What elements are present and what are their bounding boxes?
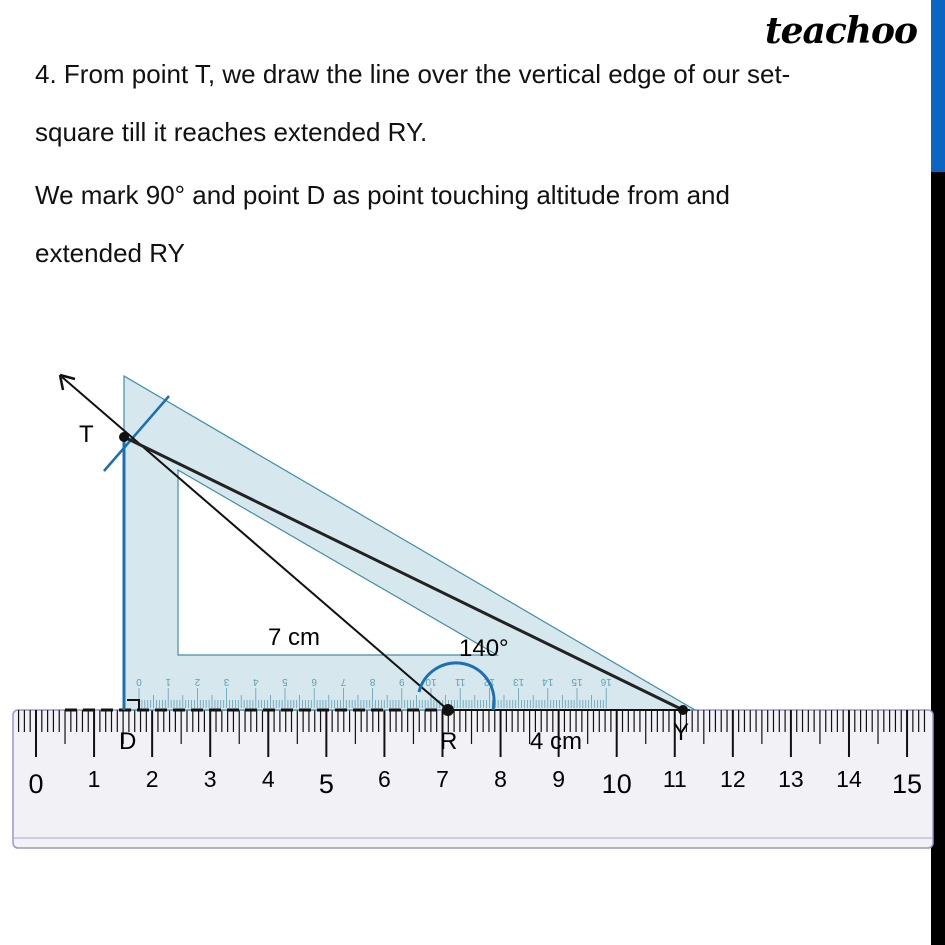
setsquare-number: 11: [455, 676, 466, 687]
step-text-line-2: square till it reaches extended RY.: [35, 117, 428, 147]
label-t: T: [79, 421, 94, 448]
setsquare-number: 9: [399, 676, 405, 687]
setsquare-number: 10: [425, 676, 437, 687]
ruler-number: 13: [778, 766, 804, 792]
step-text-line-1: 4. From point T, we draw the line over the vertical edge of our set-: [35, 59, 791, 89]
ruler-number: 3: [203, 766, 217, 792]
label-4cm: 4 cm: [530, 728, 583, 755]
teachoo-logo: teachoo: [765, 10, 917, 52]
point-t: [119, 432, 129, 442]
ruler-number: 9: [552, 766, 566, 792]
step-text-line-3: We mark 90° and point D as point touching altitude from and: [35, 180, 730, 210]
ruler-number: 12: [720, 766, 746, 792]
setsquare-number: 13: [513, 676, 525, 687]
setsquare-number: 14: [542, 676, 554, 687]
setsquare-number: 15: [571, 676, 583, 687]
setsquare-number: 8: [369, 676, 376, 687]
ruler-number: 15: [892, 769, 923, 799]
setsquare-number: 12: [483, 676, 495, 687]
label-r: R: [440, 728, 458, 755]
setsquare-number: 7: [340, 676, 347, 687]
ruler-number: 5: [318, 769, 334, 799]
point-r: [442, 704, 454, 716]
setsquare-number: 3: [223, 676, 230, 687]
step-text-line-4: extended RY: [35, 238, 185, 268]
ruler-number: 6: [378, 766, 391, 792]
ruler-number: 0: [28, 769, 44, 799]
ruler-number: 1: [87, 766, 101, 792]
setsquare-number: 0: [136, 676, 142, 687]
setsquare-number: 4: [253, 676, 259, 687]
label-7cm: 7 cm: [268, 624, 321, 651]
ruler-number: 8: [494, 766, 507, 792]
label-140-degrees: 140°: [459, 635, 509, 662]
ruler-number: 10: [601, 769, 632, 799]
ruler: [13, 710, 933, 848]
ruler-number: 2: [145, 766, 159, 792]
ruler-number: 7: [436, 766, 449, 792]
ruler-number: 14: [836, 766, 862, 792]
label-d: D: [119, 728, 137, 755]
setsquare-number: 2: [194, 676, 201, 687]
setsquare-number: 16: [600, 676, 612, 687]
ruler-number: 4: [261, 766, 275, 792]
setsquare-number: 1: [165, 676, 171, 687]
setsquare-number: 5: [282, 676, 288, 687]
ruler-number: 11: [662, 766, 687, 792]
point-y: [678, 705, 688, 715]
label-y: Y: [673, 719, 690, 746]
set-square: [124, 376, 695, 710]
setsquare-number: 6: [311, 676, 317, 687]
